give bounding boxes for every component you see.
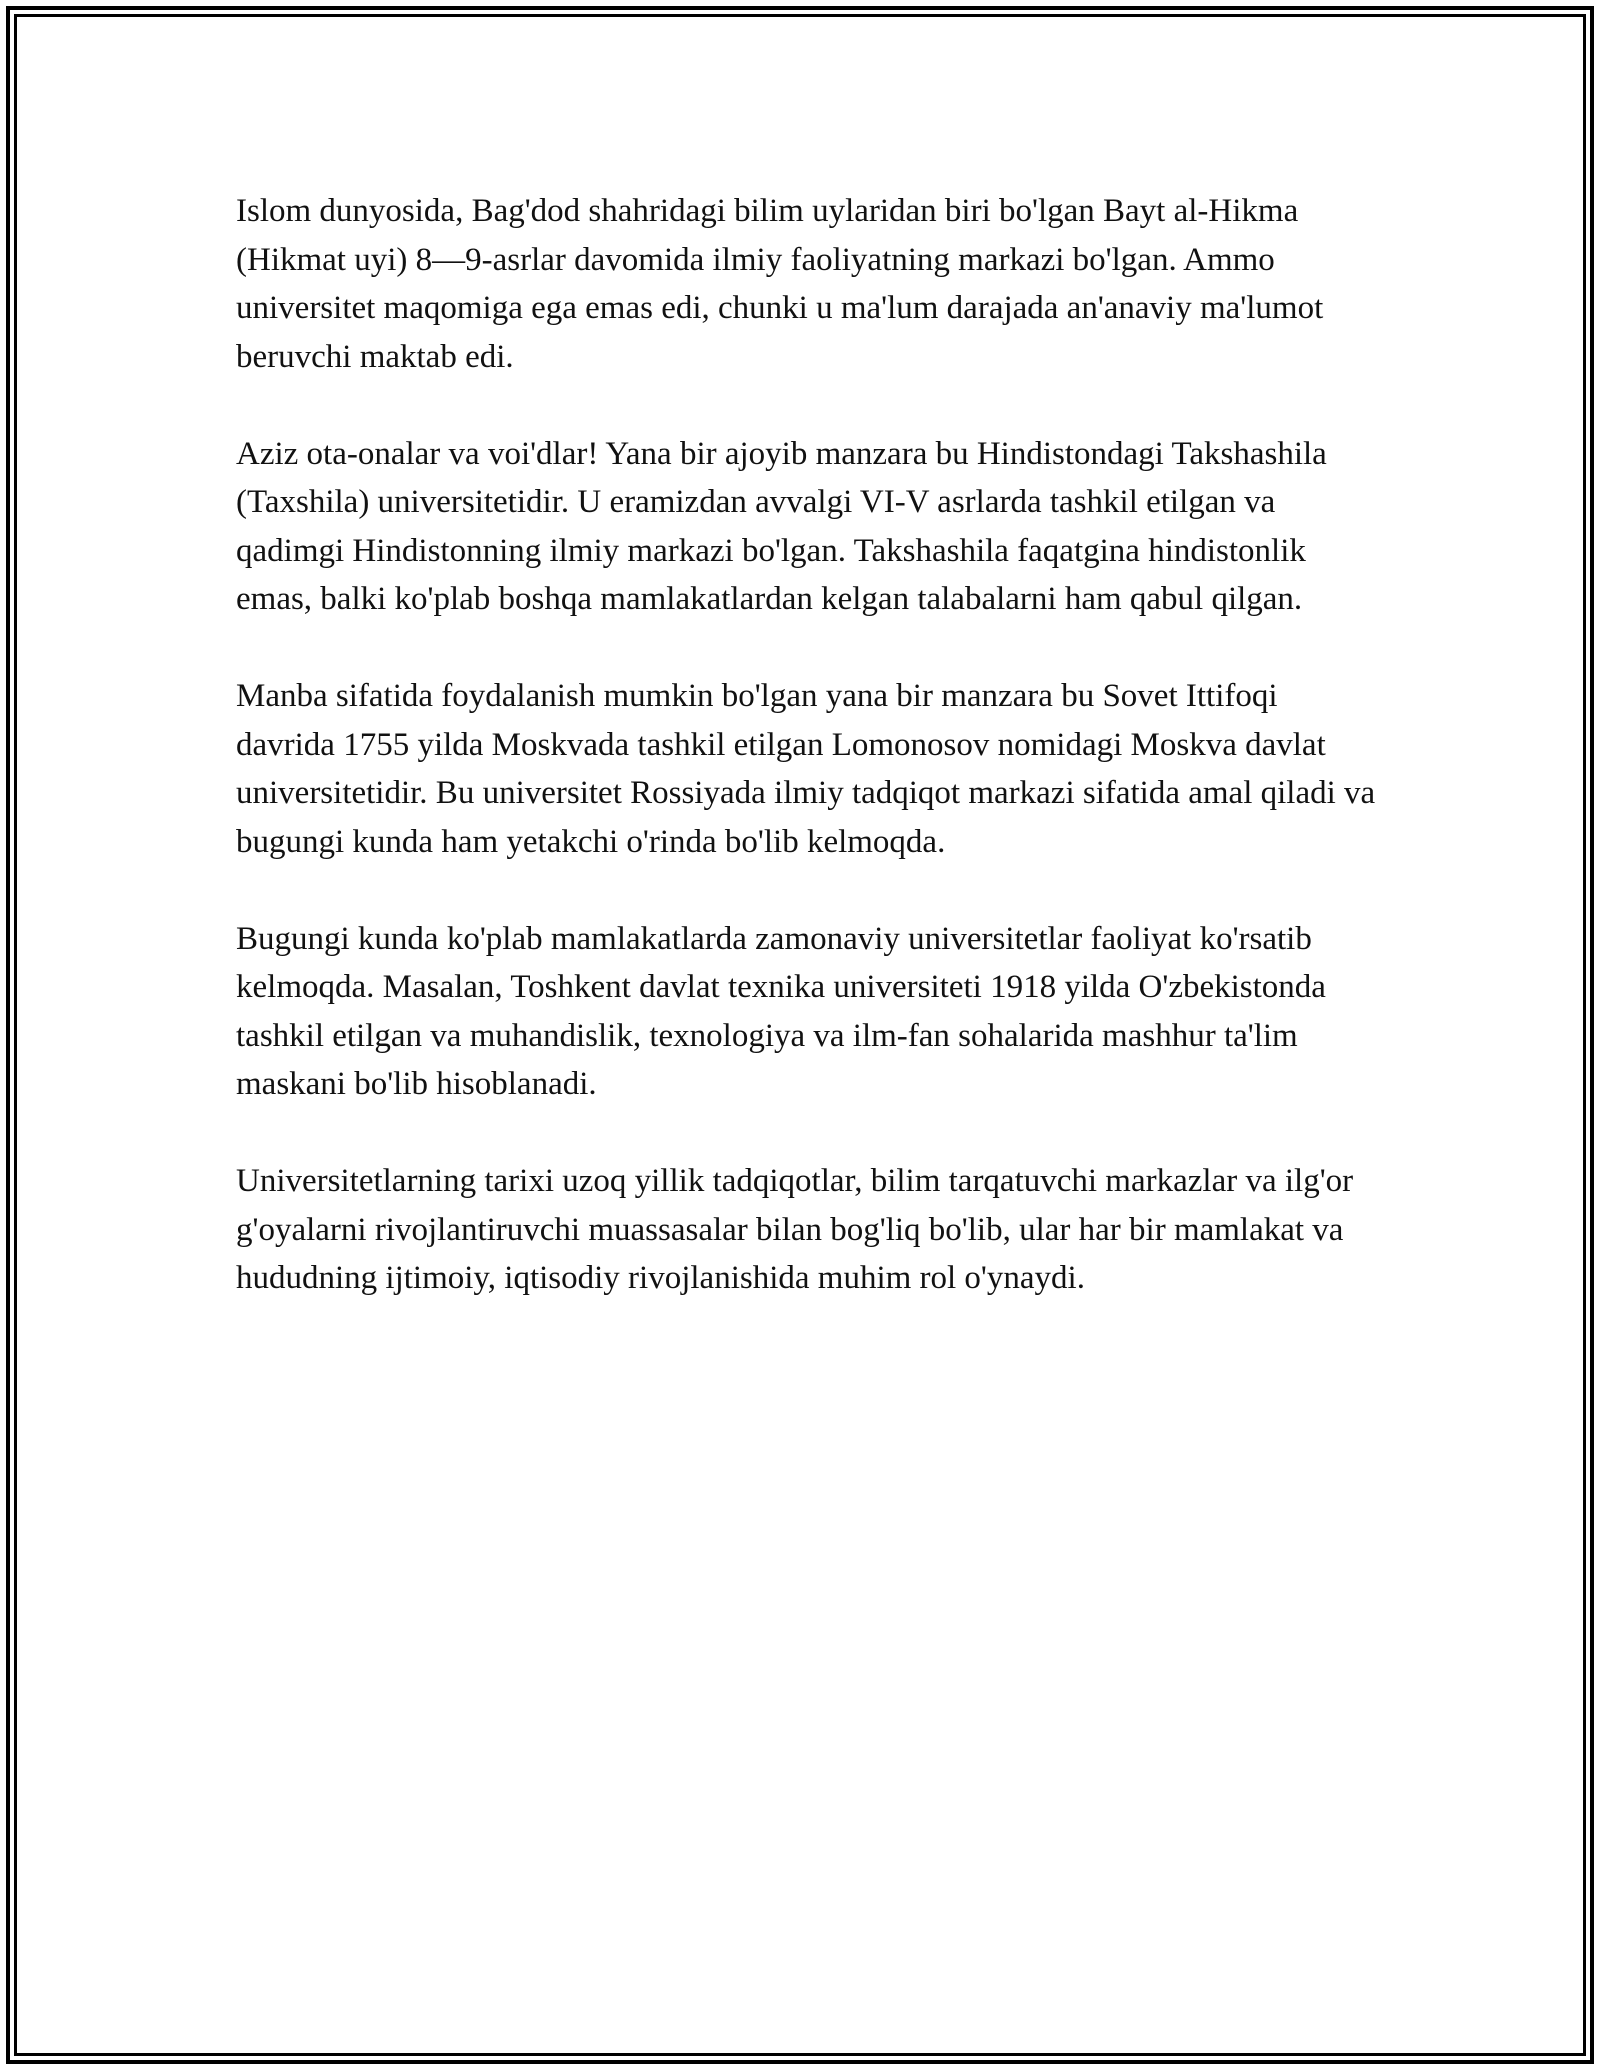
paragraph-university-history: Universitetlarning tarixi uzoq yillik tadqiqotlar, bilim tarqatuvchi markazlar va ilg'or g'oyalarni rivojlantiruvchi muassasalar bilan bog'liq bo'lib, ular har bir mamlakat va hududning ijtimoiy, iqtisodiy rivojlanishida muhim rol o'ynaydi. [236,1163,1354,1296]
document-body [236,187,1376,1351]
paragraph-modern-universities: Bugungi kunda ko'plab mamlakatlarda zamonaviy universitetlar faoliyat ko'rsatib kelmoqda. Masalan, Toshkent davlat texnika universiteti 1918 yilda O'zbekistonda tashkil etilgan va muhandislik, texnologiya va ilm-fan sohalarida mashhur ta'lim maskani bo'lib hisoblanadi. [236,920,1326,1102]
paragraph-moscow-university: Manba sifatida foydalanish mumkin bo'lgan yana bir manzara bu Sovet Ittifoqi davrida 1755 yilda Moskvada tashkil etilgan Lomonosov nomidagi Moskva davlat universitetidir. Bu universitet Rossiyada ilmiy tadqiqot markazi sifatida amal qiladi va bugungi kunda ham yetakchi o'rinda bo'lib kelmoqda. [236,678,1376,860]
paragraph-takshashila: Aziz ota-onalar va voi'dlar! Yana bir ajoyib manzara bu Hindistondagi Takshashila (Taxshila) universitetidir. U eramizdan avvalgi VI-V asrlarda tashkil etilgan va qadimgi Hindistonning ilmiy markazi bo'lgan. Takshashila faqatgina hindistonlik emas, balki ko'plab boshqa mamlakatlardan kelgan talabalarni ham qabul qilgan. [236,435,1327,617]
paragraph-bayt-al-hikma: Islom dunyosida, Bag'dod shahridagi bilim uylaridan biri bo'lgan Bayt al-Hikma (Hikmat uyi) 8—9-asrlar davomida ilmiy faoliyatning markazi bo'lgan. Ammo universitet maqomiga ega emas edi, chunki u ma'lum darajada an'anaviy ma'lumot beruvchi maktab edi. [236,193,1324,375]
